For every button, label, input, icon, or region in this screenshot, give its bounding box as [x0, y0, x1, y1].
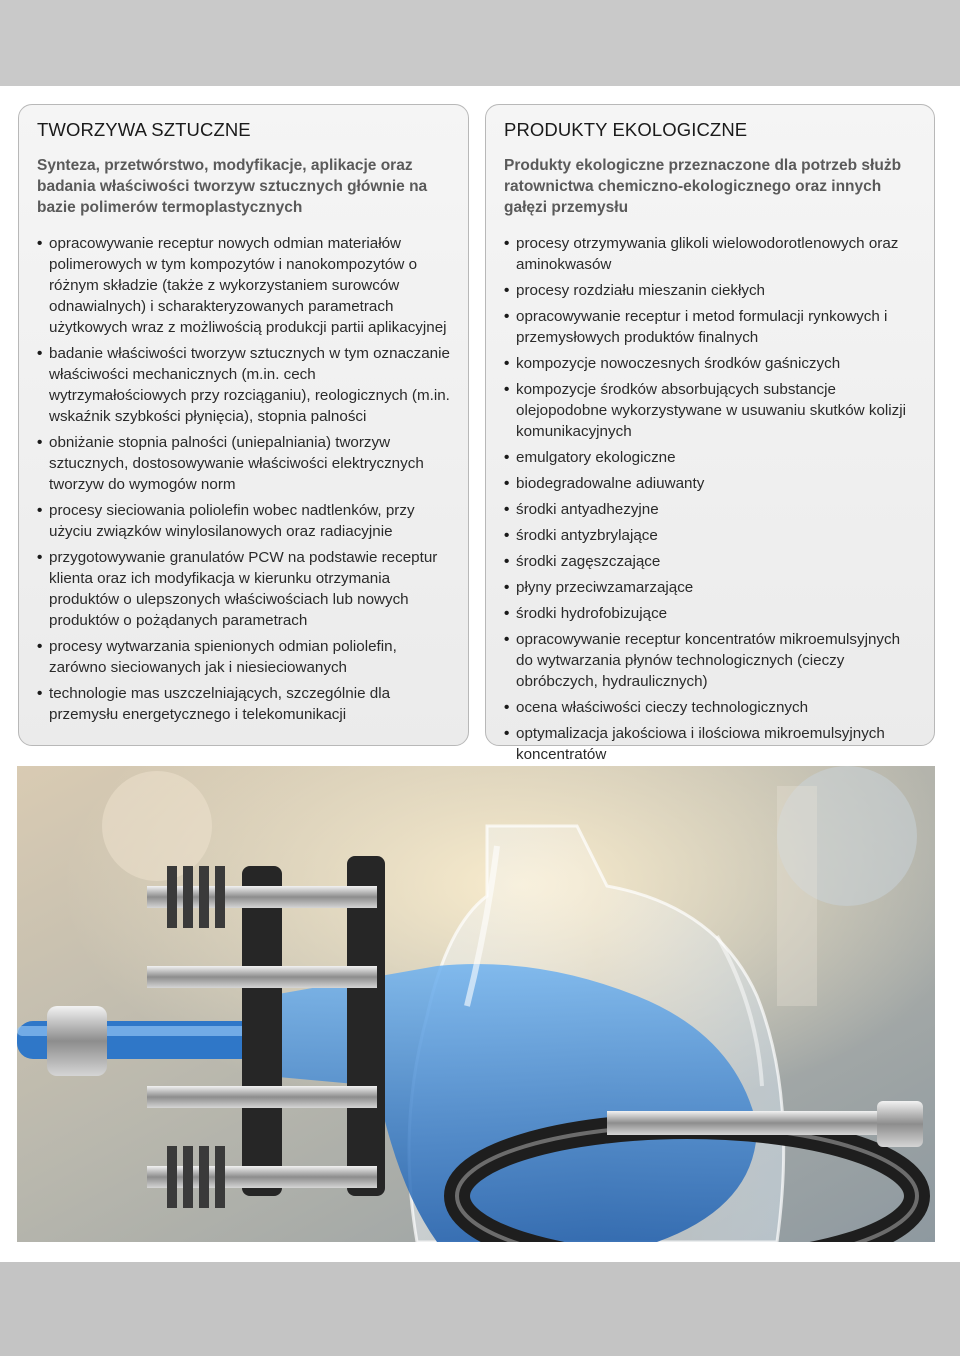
list-item: • środki zagęszczające	[504, 551, 916, 572]
list-item: • biodegradowalne adiuwanty	[504, 473, 916, 494]
list-item: • badanie właściwości tworzyw sztucznych w tym oznaczanie właściwości mechanicznych (m.in. cech wytrzymałościowych przy rozciąganiu), reologicznych (m.in. wskaźnik szybkości płynięcia), stopnia palności	[37, 343, 450, 427]
list-item: • procesy rozdziału mieszanin ciekłych	[504, 280, 916, 301]
list-item: • technologie mas uszczelniających, szczególnie dla przemysłu energetycznego i telekomunikacji	[37, 683, 450, 725]
panel-tworzywa-sztuczne	[18, 104, 469, 746]
lab-glassware-illustration	[17, 766, 935, 1242]
bullet-list	[504, 233, 916, 765]
list-item: • środki antyadhezyjne	[504, 499, 916, 520]
panel-produkty-ekologiczne	[485, 104, 935, 763]
panel-title: PRODUKTY EKOLOGICZNE	[504, 119, 748, 140]
bullet-list	[37, 233, 450, 725]
lab-glassware-photo	[17, 766, 935, 1242]
list-item: • procesy wytwarzania spienionych odmian poliolefin, zarówno sieciowanych jak i niesieciowanych	[37, 636, 450, 678]
list-item: • kompozycje nowoczesnych środków gaśniczych	[504, 353, 916, 374]
list-item: • kompozycje środków absorbujących substancje olejopodobne wykorzystywane w usuwaniu skutków kolizji komunikacyjnych	[504, 379, 916, 442]
list-item: • opracowywanie receptur nowych odmian materiałów polimerowych w tym kompozytów i nanokompozytów o różnym składzie (także z wykorzystaniem surowców odnawialnych) i scharakteryzowanych parametrach użytkowych wraz z możliwością produkcji partii aplikacyjnej	[37, 233, 450, 338]
panel-subtitle: Synteza, przetwórstwo, modyfikacje, aplikacje oraz badania właściwości tworzyw sztucznych głównie na bazie polimerów termoplastycznych	[37, 157, 428, 216]
list-item: • ocena właściwości cieczy technologicznych	[504, 697, 916, 718]
panel-subtitle: Produkty ekologiczne przeznaczone dla potrzeb służb ratownictwa chemiczno-ekologicznego oraz innych gałęzi przemysłu	[504, 157, 902, 216]
list-item: • obniżanie stopnia palności (uniepalniania) tworzyw sztucznych, dostosowywanie właściwości elektrycznych tworzyw do wymogów norm	[37, 432, 450, 495]
list-item: • płyny przeciwzamarzające	[504, 577, 916, 598]
list-item: • środki antyzbrylające	[504, 525, 916, 546]
list-item: • przygotowywanie granulatów PCW na podstawie receptur klienta oraz ich modyfikacja w kierunku otrzymania produktów o ulepszonych właściwościach lub nowych produktów o pożądanych parametrach	[37, 547, 450, 631]
list-item: • optymalizacja jakościowa i ilościowa mikroemulsyjnych koncentratów	[504, 723, 916, 765]
list-item: • opracowywanie receptur koncentratów mikroemulsyjnych do wytwarzania płynów technologicznych (cieczy obróbczych, hydraulicznych)	[504, 629, 916, 692]
list-item: • emulgatory ekologiczne	[504, 447, 916, 468]
list-item: • środki hydrofobizujące	[504, 603, 916, 624]
list-item: • procesy sieciowania poliolefin wobec nadtlenków, przy użyciu związków winylosilanowych oraz radiacyjnie	[37, 500, 450, 542]
bottom-gray-band	[0, 1262, 960, 1356]
panel-title: TWORZYWA SZTUCZNE	[37, 119, 251, 140]
list-item: • opracowywanie receptur i metod formulacji rynkowych i przemysłowych produktów finalnych	[504, 306, 916, 348]
list-item: • procesy otrzymywania glikoli wielowodorotlenowych oraz aminokwasów	[504, 233, 916, 275]
top-gray-band	[0, 0, 960, 86]
